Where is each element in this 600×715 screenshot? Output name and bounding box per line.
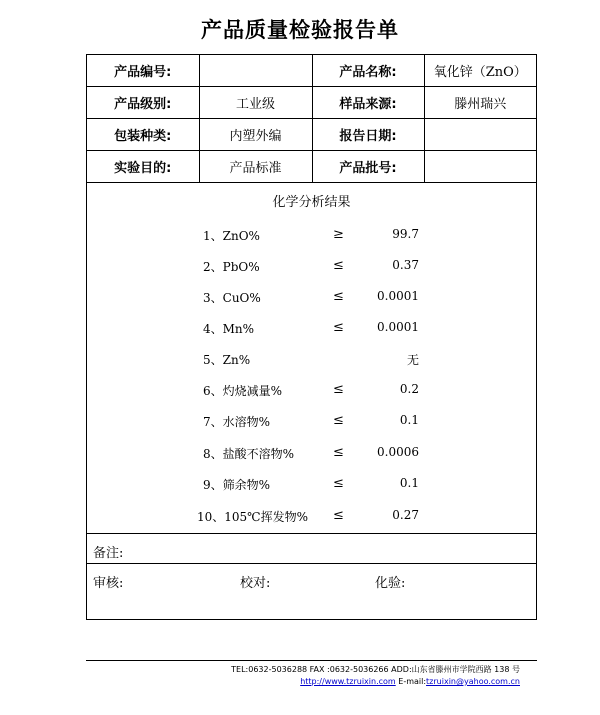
analysis-item-operator: ≤ [333, 445, 344, 460]
analysis-item-value: 无 [406, 353, 419, 367]
analysis-item-operator: ≤ [333, 320, 344, 335]
analysis-item-operator: ≤ [333, 476, 344, 491]
analysis-item-value: 0.1 [399, 413, 419, 427]
product-code-label: 产品编号: [87, 55, 199, 87]
info-row [87, 119, 536, 151]
batch-number-value [424, 151, 536, 183]
website-link[interactable]: http://www.tzruixin.com [300, 677, 396, 686]
analysis-item-operator: ≤ [333, 258, 344, 273]
analysis-row [87, 508, 536, 528]
package-type-value: 内塑外编 [199, 119, 312, 151]
check-signature-label: 校对: [240, 576, 271, 591]
analysis-item-value: 0.2 [399, 382, 419, 396]
analysis-item-value: 0.27 [392, 508, 419, 522]
footer-web [0, 677, 520, 686]
analysis-item-name: 5、Zn% [203, 353, 251, 367]
footer-contact: TEL:0632-5036288 FAX :0632-5036266 ADD:山东省滕州市学院西路 138 号 [231, 665, 520, 674]
batch-number-label: 产品批号: [312, 151, 424, 183]
report-form [86, 54, 537, 620]
analysis-item-name: 7、水溶物% [203, 415, 271, 429]
test-signature-label: 化验: [375, 576, 406, 591]
footer-divider [86, 660, 537, 661]
remarks-label: 备注: [93, 546, 124, 561]
analysis-row [87, 351, 536, 371]
analysis-item-value: 0.0001 [377, 289, 419, 303]
analysis-row [87, 227, 536, 247]
analysis-item-name: 3、CuO% [203, 291, 261, 305]
analysis-row [87, 413, 536, 433]
report-date-label: 报告日期: [312, 119, 424, 151]
info-row [87, 151, 536, 183]
analysis-item-value: 0.0006 [377, 445, 419, 459]
analysis-item-name: 10、105℃挥发物% [197, 510, 309, 524]
test-purpose-label: 实验目的: [87, 151, 199, 183]
report-date-value [424, 119, 536, 151]
report-title: 产品质量检验报告单 [201, 18, 399, 42]
analysis-item-name: 1、ZnO% [203, 229, 260, 243]
info-row [87, 87, 536, 119]
analysis-row [87, 382, 536, 402]
analysis-row [87, 258, 536, 278]
analysis-title: 化学分析结果 [272, 195, 351, 210]
analysis-item-operator: ≤ [333, 289, 344, 304]
divider [87, 533, 536, 534]
analysis-row [87, 289, 536, 309]
test-purpose-value: 产品标准 [199, 151, 312, 183]
analysis-item-value: 99.7 [392, 227, 419, 241]
product-name-value: 氧化锌（ZnO） [424, 55, 536, 87]
divider [87, 563, 536, 564]
email-link[interactable]: tzruixin@yahoo.com.cn [426, 677, 520, 686]
analysis-item-value: 0.0001 [377, 320, 419, 334]
analysis-item-name: 6、灼烧减量% [203, 384, 283, 398]
analysis-item-name: 4、Mn% [203, 322, 255, 336]
analysis-item-operator: ≤ [333, 382, 344, 397]
sample-source-label: 样品来源: [312, 87, 424, 119]
product-name-label: 产品名称: [312, 55, 424, 87]
analysis-item-operator: ≤ [333, 508, 344, 523]
info-row [87, 55, 536, 87]
product-info-table [87, 55, 536, 183]
product-grade-label: 产品级别: [87, 87, 199, 119]
package-type-label: 包装种类: [87, 119, 199, 151]
product-grade-value: 工业级 [199, 87, 312, 119]
analysis-row [87, 320, 536, 340]
analysis-item-value: 0.37 [392, 258, 419, 272]
product-code-value [199, 55, 312, 87]
analysis-item-value: 0.1 [399, 476, 419, 490]
analysis-item-name: 8、盐酸不溶物% [203, 447, 295, 461]
analysis-item-name: 9、筛余物% [203, 478, 271, 492]
analysis-row [87, 445, 536, 465]
analysis-item-operator: ≥ [333, 227, 344, 242]
analysis-item-operator: ≤ [333, 413, 344, 428]
sample-source-value: 滕州瑞兴 [424, 87, 536, 119]
email-label: E-mail: [398, 677, 427, 686]
analysis-item-name: 2、PbO% [203, 260, 260, 274]
review-signature-label: 审核: [93, 576, 124, 591]
analysis-row [87, 476, 536, 496]
